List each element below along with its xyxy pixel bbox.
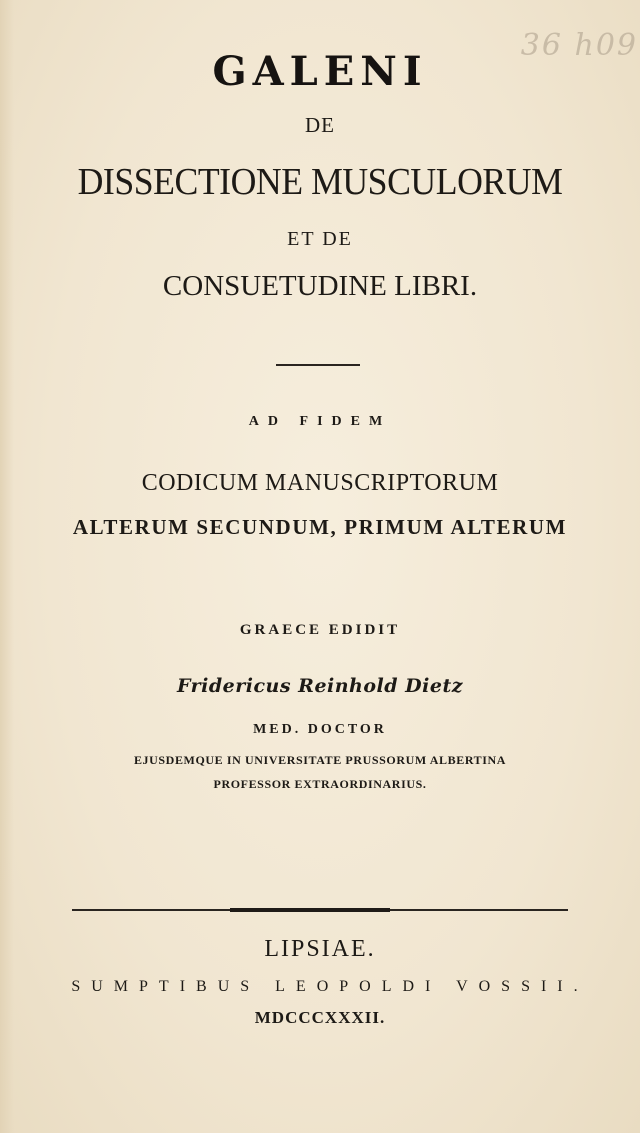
graece-edidit-line: GRAECE EDIDIT <box>239 622 401 638</box>
manuscripts-line: ALTERUM SECUNDUM, PRIMUM ALTERUM <box>72 515 568 539</box>
editor-position-line1: EJUSDEMQUE IN UNIVERSITATE PRUSSORUM ALBERTINA <box>133 753 507 767</box>
imprint-year: MDCCCXXXII. <box>254 1008 386 1027</box>
editor-position-line2: PROFESSOR EXTRAORDINARIUS. <box>213 777 427 791</box>
author-name: GALENI <box>212 48 428 95</box>
page-spine-shadow <box>0 0 14 1133</box>
imprint-publisher: SUMPTIBUS LEOPOLDI VOSSII. <box>71 978 589 995</box>
codicum-line: CODICUM MANUSCRIPTORUM <box>141 470 499 496</box>
short-divider-rule <box>276 364 360 366</box>
work-title: DISSECTIONE MUSCULORUM <box>77 161 563 203</box>
editor-name: Fridericus Reinhold Dietz <box>176 675 464 697</box>
handwritten-shelfmark: 36 h09 <box>520 28 638 63</box>
ad-fidem-line: AD FIDEM <box>248 414 392 429</box>
imprint-place: LIPSIAE. <box>264 936 376 962</box>
work-subtitle: CONSUETUDINE LIBRI. <box>162 270 478 302</box>
editor-degree: MED. DOCTOR <box>253 722 387 737</box>
title-preposition: DE <box>305 113 335 137</box>
long-divider-rule-swell <box>230 908 390 912</box>
title-conjunction: ET DE <box>287 228 353 250</box>
